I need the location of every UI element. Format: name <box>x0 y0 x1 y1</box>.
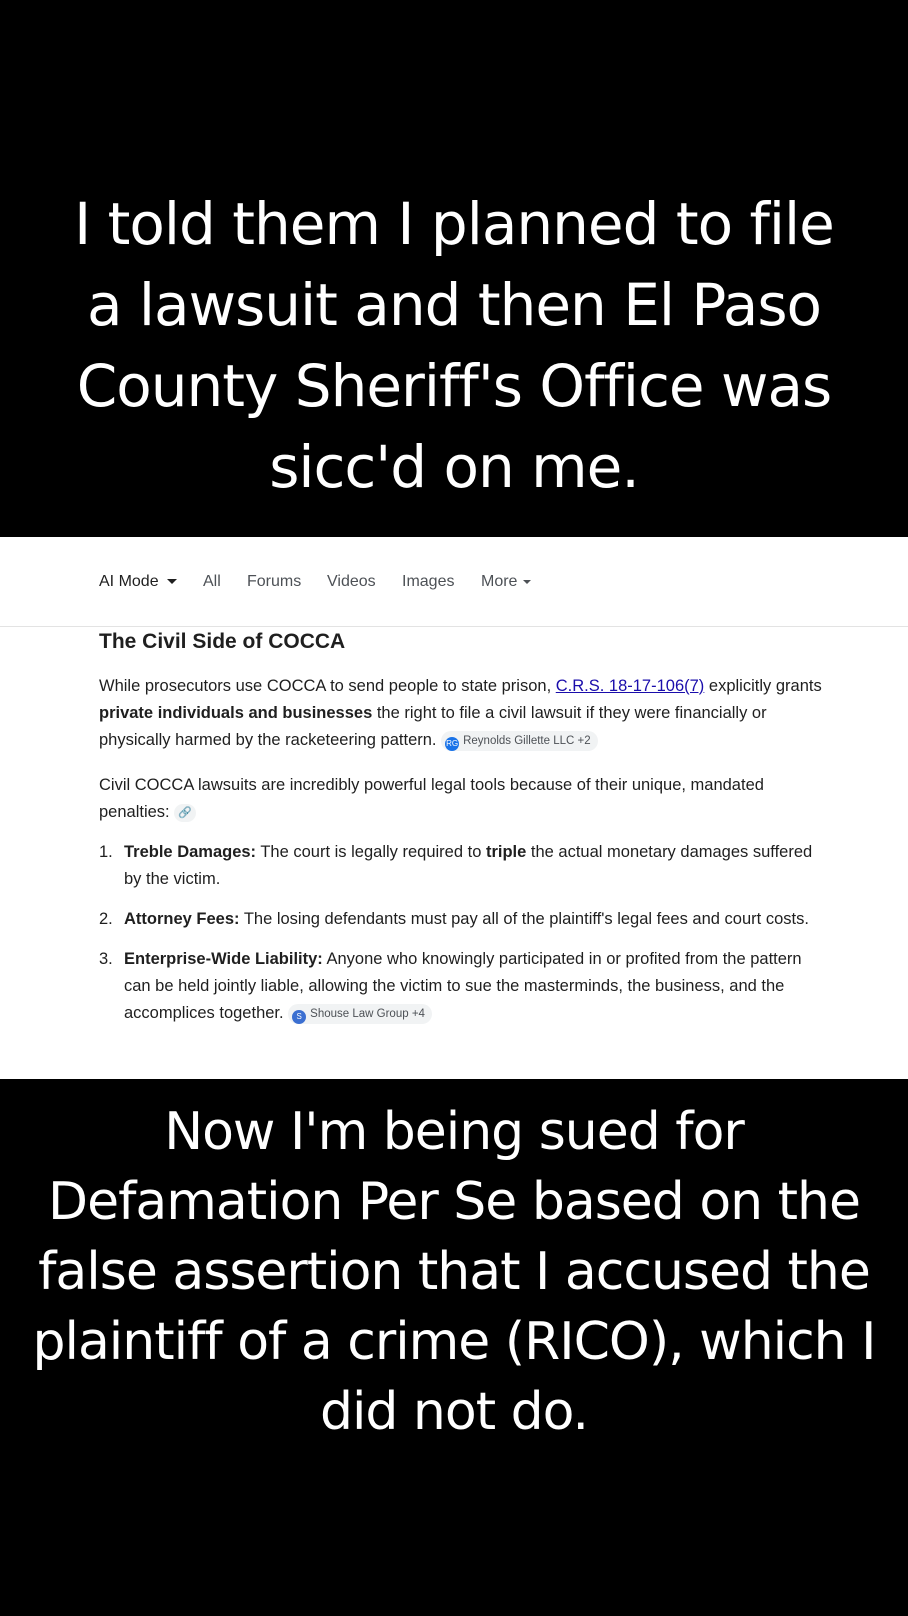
penalties-list <box>99 839 829 1027</box>
text: Civil COCCA lawsuits are incredibly powerful legal tools because of their unique, mandated penalties: <box>99 776 764 821</box>
caption-top <box>0 184 908 508</box>
source-chip[interactable] <box>441 731 598 751</box>
text: While prosecutors use COCCA to send people to state prison, <box>99 677 556 695</box>
source-logo-icon: RG <box>445 737 459 751</box>
tab-forums[interactable]: Forums <box>247 573 302 590</box>
caption-line: Now I'm being sued for <box>164 1102 744 1162</box>
bold-text: triple <box>485 843 527 861</box>
text: the actual monetary damages suffered by the victim. <box>124 843 813 888</box>
caption-line: false assertion that I accused the <box>38 1242 870 1302</box>
term: Enterprise-Wide Liability: <box>124 950 323 968</box>
statute-link[interactable]: C.R.S. 18-17-106(7) <box>555 677 705 695</box>
tab-ai-mode[interactable] <box>99 573 177 591</box>
term: Attorney Fees: <box>124 910 240 928</box>
tab-label: More <box>481 573 518 590</box>
paragraph-civil-side <box>99 673 829 754</box>
source-label: Shouse Law Group +4 <box>310 1008 425 1020</box>
source-label: Reynolds Gillette LLC +2 <box>463 735 591 747</box>
caption-line: a lawsuit and then El Paso <box>86 271 822 339</box>
chevron-down-icon <box>167 579 177 584</box>
tab-all[interactable]: All <box>203 573 221 590</box>
list-number: 2. <box>99 910 113 928</box>
caption-line: plaintiff of a crime (RICO), which I <box>32 1312 876 1372</box>
chevron-down-icon <box>523 580 531 584</box>
source-chip[interactable] <box>288 1004 432 1024</box>
list-item <box>99 839 829 893</box>
caption-line: I told them I planned to file <box>74 190 834 258</box>
section-title: The Civil Side of COCCA <box>99 630 346 653</box>
tab-images[interactable]: Images <box>402 573 455 590</box>
link-icon[interactable]: 🔗 <box>174 804 196 822</box>
caption-bottom <box>0 1097 908 1447</box>
text: the right to file a civil lawsuit if they were financially or physically harmed by the racketeering pattern. <box>99 704 767 749</box>
text: explicitly grants <box>708 677 822 695</box>
caption-line: County Sheriff's Office was <box>76 352 832 420</box>
tab-more[interactable] <box>481 573 531 591</box>
text: Anyone who knowingly participated in or profited from the pattern can be held jointly liable, allowing the victim to sue the masterminds, the business, and the accomplices together. <box>124 950 802 1022</box>
list-item <box>99 906 829 933</box>
bold-text: private individuals and businesses <box>99 704 373 722</box>
list-item <box>99 946 829 1027</box>
caption-line: Defamation Per Se based on the <box>48 1172 860 1232</box>
caption-line: sicc'd on me. <box>269 433 639 501</box>
search-tabs <box>0 537 908 627</box>
tab-videos[interactable]: Videos <box>327 573 376 590</box>
term: Treble Damages: <box>124 843 257 861</box>
text: The losing defendants must pay all of the plaintiff's legal fees and court costs. <box>239 910 809 928</box>
source-logo-icon: S <box>292 1010 306 1024</box>
list-number: 3. <box>99 950 113 968</box>
text: The court is legally required to <box>256 843 486 861</box>
search-result-panel <box>0 537 908 1079</box>
tab-label: AI Mode <box>99 573 159 590</box>
caption-line: did not do. <box>319 1382 589 1442</box>
paragraph-penalties-intro <box>99 772 829 826</box>
list-number: 1. <box>99 843 113 861</box>
